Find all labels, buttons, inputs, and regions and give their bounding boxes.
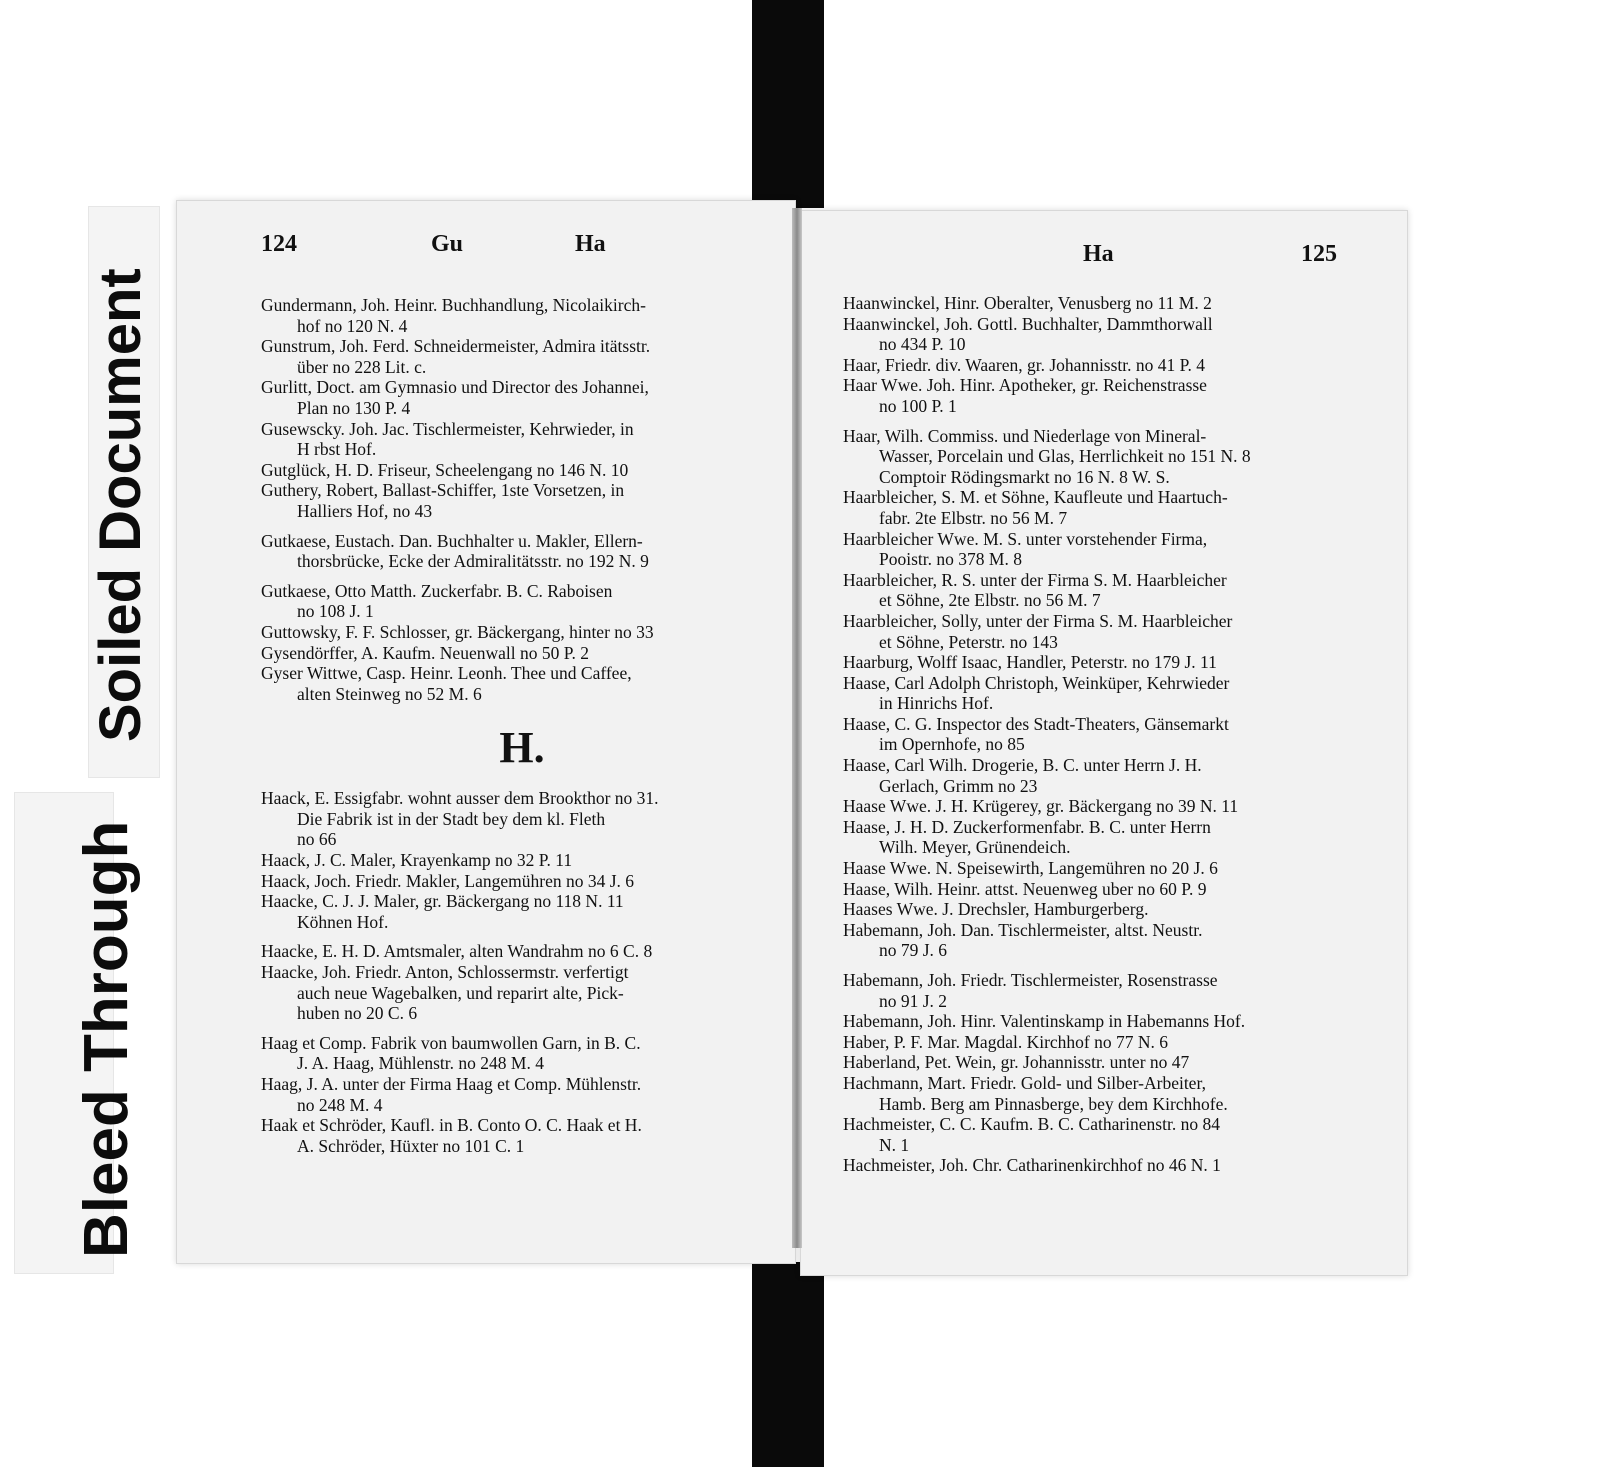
left-entries-h (261, 788, 783, 1156)
entry-name-line: Habemann, Joh. Dan. Tischlermeister, altst. Neustr. (843, 919, 1203, 940)
entry-name-line: Hachmeister, C. C. Kaufm. B. C. Catharinenstr. no 84 (843, 1114, 1220, 1135)
directory-entry (843, 1032, 1369, 1053)
entry-continuation-line: Hamb. Berg am Pinnasberge, bey dem Kirchhofe. (879, 1093, 1228, 1114)
right-header-ha: Ha (1083, 241, 1114, 267)
directory-entry (843, 899, 1369, 920)
directory-entry (261, 460, 783, 481)
entry-continuation-line: Gerlach, Grimm no 23 (879, 775, 1038, 796)
entry-continuation-line: Halliers Hof, no 43 (297, 500, 433, 521)
entry-continuation-line: no 248 M. 4 (297, 1094, 383, 1115)
directory-entry (843, 314, 1369, 355)
directory-entry (843, 879, 1369, 900)
directory-entry (261, 480, 783, 521)
entry-name-line: Haase, Wilh. Heinr. attst. Neuenweg uber no 60 P. 9 (843, 878, 1207, 899)
entry-name-line: Haarbleicher, S. M. et Söhne, Kaufleute und Haartuch- (843, 487, 1228, 508)
entry-continuation-line: auch neue Wagebalken, und reparirt alte, Pick- (297, 982, 624, 1003)
entry-name-line: Haarbleicher, Solly, unter der Firma S. M. Haarbleicher (843, 610, 1233, 631)
entry-name-line: Haase, Carl Wilh. Drogerie, B. C. unter Herrn J. H. (843, 755, 1202, 776)
entry-name-line: Haack, E. Essigfabr. wohnt ausser dem Brookthor no 31. (261, 788, 659, 809)
page-gutter (792, 208, 802, 1248)
directory-entry (843, 1011, 1369, 1032)
entry-name-line: Haacke, Joh. Friedr. Anton, Schlossermstr. verfertigt (261, 962, 629, 983)
entry-name-line: Hachmeister, Joh. Chr. Catharinenkirchhof no 46 N. 1 (843, 1155, 1221, 1176)
directory-entry (261, 941, 783, 962)
entry-name-line: Haase Wwe. J. H. Krügerey, gr. Bäckergang no 39 N. 11 (843, 796, 1239, 817)
entry-continuation-line: alten Steinweg no 52 M. 6 (297, 683, 482, 704)
entry-name-line: Haack, Joch. Friedr. Makler, Langemühren no 34 J. 6 (261, 870, 635, 891)
entry-name-line: Haack, J. C. Maler, Krayenkamp no 32 P. 11 (261, 850, 573, 871)
entry-name-line: Haase, Carl Adolph Christoph, Weinküper, Kehrwieder (843, 672, 1230, 693)
directory-entry (261, 1115, 783, 1156)
directory-entry (261, 336, 783, 377)
left-header-ha: Ha (575, 231, 606, 257)
entry-name-line: Haarbleicher Wwe. M. S. unter vorstehender Firma, (843, 528, 1208, 549)
left-entries-g (261, 295, 783, 704)
entry-name-line: Gunstrum, Joh. Ferd. Schneidermeister, Admira itätsstr. (261, 336, 651, 357)
right-entries (843, 293, 1369, 1176)
entry-continuation-line: huben no 20 C. 6 (297, 1003, 418, 1024)
entry-continuation-line: J. A. Haag, Mühlenstr. no 248 M. 4 (297, 1053, 544, 1074)
entry-name-line: Haase, J. H. D. Zuckerformenfabr. B. C. unter Herrn (843, 816, 1211, 837)
entry-continuation-line: no 108 J. 1 (297, 601, 374, 622)
directory-entry (261, 850, 783, 871)
directory-entry (843, 487, 1369, 528)
entry-name-line: Haase Wwe. N. Speisewirth, Langemühren no 20 J. 6 (843, 858, 1218, 879)
entry-name-line: Haar, Friedr. div. Waaren, gr. Johannisstr. no 41 P. 4 (843, 354, 1205, 375)
directory-entry (261, 1074, 783, 1115)
entry-name-line: Habemann, Joh. Friedr. Tischlermeister, Rosenstrasse (843, 970, 1218, 990)
entry-continuation-line: über no 228 Lit. c. (297, 356, 427, 377)
entry-name-line: Gutkaese, Eustach. Dan. Buchhalter u. Makler, Ellern- (261, 530, 643, 551)
entry-continuation-line: no 79 J. 6 (879, 940, 948, 961)
directory-entry (261, 871, 783, 892)
left-page-number: 124 (261, 231, 297, 257)
entry-name-line: Haanwinckel, Hinr. Oberalter, Venusberg no 11 M. 2 (843, 293, 1212, 313)
entry-continuation-line: Plan no 130 P. 4 (297, 397, 411, 418)
directory-entry (843, 920, 1369, 961)
directory-entry (843, 426, 1369, 488)
directory-entry (261, 643, 783, 664)
entry-name-line: Haacke, C. J. J. Maler, gr. Bäckergang no 118 N. 11 (261, 891, 624, 912)
binding-strip-top (752, 0, 824, 208)
directory-entry (843, 355, 1369, 376)
directory-entry (261, 581, 783, 622)
binding-strip-bottom (752, 1262, 824, 1467)
entry-name-line: Haag, J. A. unter der Firma Haag et Comp. Mühlenstr. (261, 1074, 642, 1094)
directory-entry (261, 531, 783, 572)
entry-name-line: Hachmann, Mart. Friedr. Gold- und Silber-Arbeiter, (843, 1072, 1206, 1093)
entry-name-line: Haar Wwe. Joh. Hinr. Apotheker, gr. Reichenstrasse (843, 375, 1207, 396)
entry-name-line: Gyser Wittwe, Casp. Heinr. Leonh. Thee und Caffee, (261, 663, 632, 684)
directory-entry (843, 529, 1369, 570)
directory-entry (261, 962, 783, 1024)
directory-entry (261, 377, 783, 418)
entry-continuation-line: no 100 P. 1 (879, 395, 957, 416)
directory-entry (843, 817, 1369, 858)
entry-continuation-line: N. 1 (879, 1134, 910, 1155)
entry-name-line: Haacke, E. H. D. Amtsmaler, alten Wandrahm no 6 C. 8 (261, 941, 653, 962)
entry-name-line: Haanwinckel, Joh. Gottl. Buchhalter, Dammthorwall (843, 313, 1213, 334)
entry-continuation-line: no 91 J. 2 (879, 990, 948, 1011)
right-page-number: 125 (1301, 241, 1337, 267)
soiled-document-label: Soiled Document (88, 268, 153, 742)
directory-entry (843, 570, 1369, 611)
entry-name-line: Haar, Wilh. Commiss. und Niederlage von Mineral- (843, 425, 1207, 446)
directory-entry (261, 1033, 783, 1074)
entry-name-line: Gundermann, Joh. Heinr. Buchhandlung, Nicolaikirch- (261, 295, 646, 315)
directory-entry (261, 788, 783, 850)
left-page (176, 200, 796, 1264)
left-header-gu: Gu (431, 231, 464, 257)
entry-continuation-line: A. Schröder, Hüxter no 101 C. 1 (297, 1135, 525, 1156)
entry-continuation-line: fabr. 2te Elbstr. no 56 M. 7 (879, 507, 1068, 528)
directory-entry (843, 970, 1369, 1011)
entry-name-line: Haberland, Pet. Wein, gr. Johannisstr. unter no 47 (843, 1052, 1190, 1073)
directory-entry (843, 1052, 1369, 1073)
directory-entry (843, 796, 1369, 817)
entry-name-line: Haag et Comp. Fabrik von baumwollen Garn, in B. C. (261, 1032, 641, 1053)
directory-entry (843, 714, 1369, 755)
entry-continuation-line: et Söhne, 2te Elbstr. no 56 M. 7 (879, 590, 1101, 611)
entry-continuation-line: im Opernhofe, no 85 (879, 734, 1025, 755)
entry-continuation-line: Wilh. Meyer, Grünendeich. (879, 837, 1071, 858)
entry-name-line: Gutkaese, Otto Matth. Zuckerfabr. B. C. Raboisen (261, 580, 613, 601)
entry-continuation-line: no 66 (297, 829, 337, 850)
directory-entry (843, 611, 1369, 652)
entry-name-line: Haarbleicher, R. S. unter der Firma S. M. Haarbleicher (843, 569, 1227, 590)
entry-name-line: Gurlitt, Doct. am Gymnasio und Director des Johannei, (261, 377, 649, 398)
directory-entry (261, 891, 783, 932)
directory-entry (843, 1073, 1369, 1114)
entry-continuation-line: in Hinrichs Hof. (879, 693, 994, 714)
entry-continuation-line: Die Fabrik ist in der Stadt bey dem kl. Fleth (297, 808, 606, 829)
right-entries-list (843, 293, 1369, 1176)
entry-continuation-line: Comptoir Rödingsmarkt no 16 N. 8 W. S. (879, 466, 1170, 487)
directory-entry (843, 375, 1369, 416)
entry-name-line: Haase, C. G. Inspector des Stadt-Theaters, Gänsemarkt (843, 713, 1229, 734)
entry-continuation-line: Köhnen Hof. (297, 911, 389, 932)
directory-entry (843, 858, 1369, 879)
directory-entry (843, 293, 1369, 314)
directory-entry (261, 419, 783, 460)
entry-continuation-line: Wasser, Porcelain und Glas, Herrlichkeit no 151 N. 8 (879, 446, 1251, 467)
entry-name-line: Haarburg, Wolff Isaac, Handler, Peterstr. no 179 J. 11 (843, 652, 1217, 673)
entry-continuation-line: no 434 P. 10 (879, 334, 966, 355)
directory-entry (261, 295, 783, 336)
entry-name-line: Guttowsky, F. F. Schlosser, gr. Bäckergang, hinter no 33 (261, 621, 654, 642)
directory-entry (843, 755, 1369, 796)
directory-entry (843, 1155, 1369, 1176)
section-letter-h: H. (499, 723, 545, 773)
entry-name-line: Haases Wwe. J. Drechsler, Hamburgerberg. (843, 899, 1149, 920)
entry-name-line: Guthery, Robert, Ballast-Schiffer, 1ste Vorsetzen, in (261, 480, 625, 501)
directory-entry (261, 622, 783, 643)
left-entries (261, 295, 783, 1156)
directory-entry (843, 1114, 1369, 1155)
right-page (800, 210, 1408, 1276)
entry-continuation-line: et Söhne, Peterstr. no 143 (879, 631, 1058, 652)
directory-entry (843, 673, 1369, 714)
entry-name-line: Haak et Schröder, Kaufl. in B. Conto O. C. Haak et H. (261, 1115, 642, 1136)
entry-name-line: Gusewscky. Joh. Jac. Tischlermeister, Kehrwieder, in (261, 418, 634, 439)
directory-entry (843, 652, 1369, 673)
entry-name-line: Habemann, Joh. Hinr. Valentinskamp in Habemanns Hof. (843, 1011, 1246, 1032)
entry-name-line: Haber, P. F. Mar. Magdal. Kirchhof no 77 N. 6 (843, 1031, 1169, 1052)
entry-name-line: Gysendörffer, A. Kaufm. Neuenwall no 50 P. 2 (261, 642, 590, 663)
bleed-through-label: Bleed Through (72, 820, 141, 1258)
entry-continuation-line: hof no 120 N. 4 (297, 315, 408, 336)
entry-continuation-line: H rbst Hof. (297, 439, 377, 460)
entry-continuation-line: thorsbrücke, Ecke der Admiralitätsstr. no 192 N. 9 (297, 551, 649, 572)
entry-continuation-line: Pooistr. no 378 M. 8 (879, 549, 1022, 570)
directory-entry (261, 663, 783, 704)
entry-name-line: Gutglück, H. D. Friseur, Scheelengang no 146 N. 10 (261, 459, 629, 480)
